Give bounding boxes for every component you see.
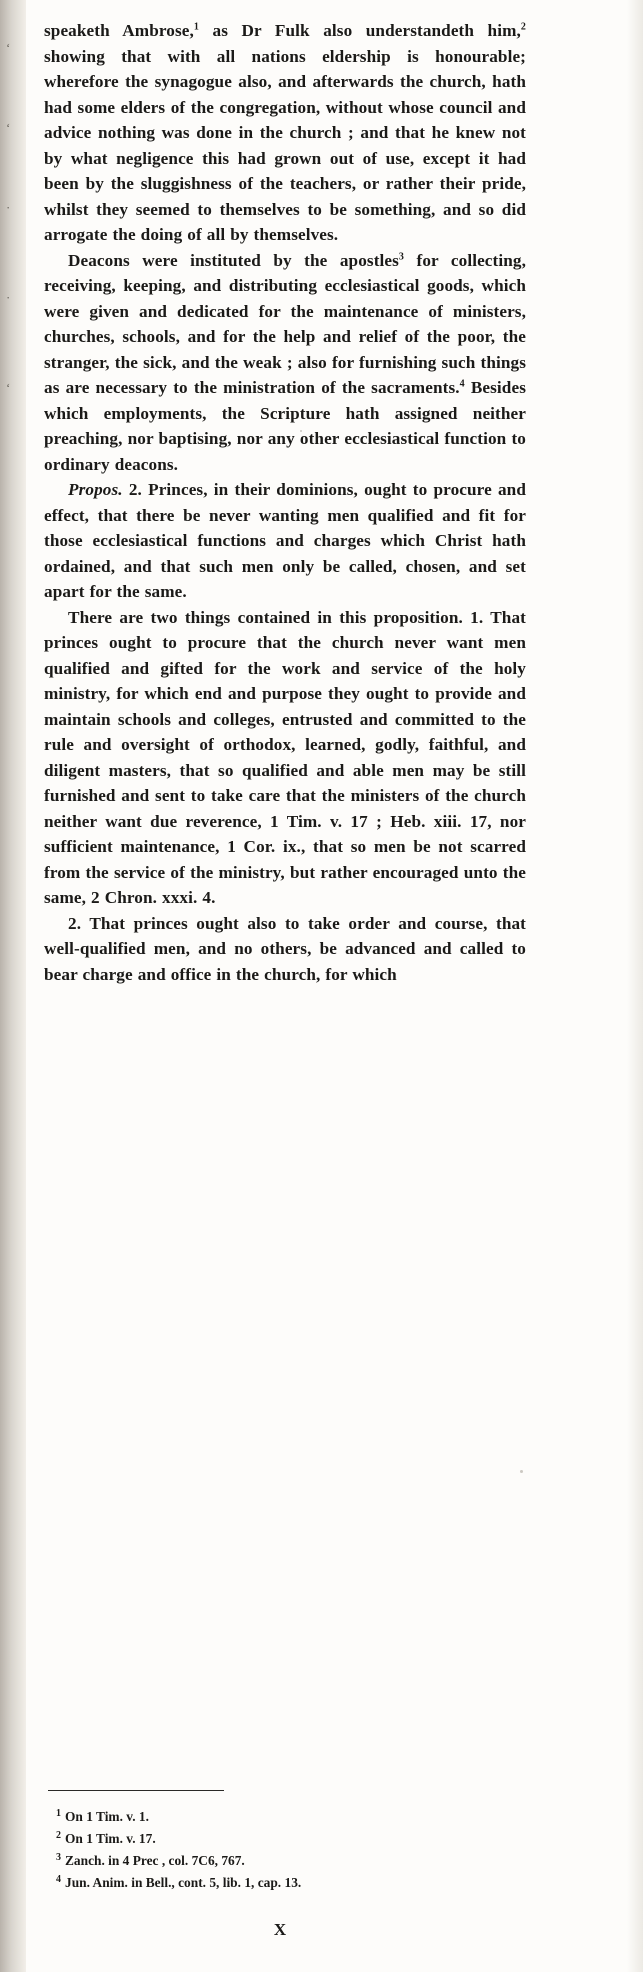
footnote-reference: 3 [398, 250, 405, 262]
body-paragraph [44, 911, 526, 988]
text-run: for collecting, receiving, keeping, and distributing ecclesiastical goods, which were given and dedicated for the maintenance of ministers, churches, schools, and for the help and relief of the poor, the stranger, the sick, and the weak ; also for furnishing such things as are necessary to the ministration of the sacraments. [44, 250, 526, 397]
body-paragraph [44, 248, 526, 478]
text-run: Besides which employments, the Scripture hath assigned neither preaching, nor baptising, nor any other ecclesiastical function to ordinary deacons. [44, 378, 526, 474]
footnotes-block [56, 1806, 526, 1894]
footnote-marker: 1 [56, 1807, 61, 1819]
footnote-text: Jun. Anim. in Bell., cont. 5, lib. 1, cap. 13. [65, 1875, 302, 1890]
text-run: Deacons were instituted by the apostles [68, 250, 399, 270]
text-run: 2. That princes ought also to take order and course, that well-qualified men, and no others, be advanced and called to bear charge and office in the church, for which [44, 913, 526, 984]
gutter-mark: · [6, 290, 11, 305]
footnote-reference: 4 [459, 378, 465, 390]
page-edge-shadow [627, 0, 643, 1972]
text-run: speaketh Ambrose, [44, 21, 194, 40]
text-run: 2. Princes, in their dominions, ought to procure and effect, that there be never wanting men qualified and fit for those ecclesiastical functions and charges which Christ hath ordained, and that such men only be called, chosen, and set apart for the same. [44, 480, 526, 601]
gutter-mark: ‘ [6, 40, 11, 55]
footnote-marker: 3 [56, 1851, 61, 1863]
scan-speck [520, 1470, 523, 1473]
body-paragraph [44, 477, 526, 605]
footnote-text: Zanch. in 4 Prec , col. 7C6, 767. [65, 1853, 245, 1868]
body-text-column [44, 18, 526, 987]
body-paragraph [44, 18, 526, 248]
gutter-marks [4, 0, 26, 1972]
footnote-item [56, 1872, 526, 1894]
gutter-mark: ‘ [6, 380, 11, 395]
text-run: showing that with all nations eldership is honourable; wherefore the synagogue also, and afterwards the church, hath had some elders of the congregation, without whose council and advice nothing was done in the church ; and that he knew not by what negligence this had grown out of use, except it had been by the sluggishness of the teachers, or rather their pride, whilst they seemed to themselves to be something, and so did arrogate the doing of all by themselves. [44, 46, 526, 244]
footnote-item [56, 1806, 526, 1828]
gutter-mark: · [6, 200, 11, 215]
footnote-marker: 2 [56, 1829, 61, 1841]
italic-run: Propos. [68, 480, 123, 499]
footnote-item [56, 1828, 526, 1850]
body-paragraph [44, 605, 526, 911]
text-run: as Dr Fulk also understandeth him, [199, 21, 521, 40]
text-run: There are two things contained in this proposition. 1. That princes ought to procure that the church never want men qualified and gifted for the work and service of the holy ministry, for which end and purpose they ought to provide and maintain schools and colleges, entrusted and committed to the rule and oversight of orthodox, learned, godly, faithful, and diligent masters, that so qualified and able men may be still furnished and sent to take care that the ministers of the church neither want due reverence, 1 Tim. v. 17 ; Heb. xiii. 17, nor sufficient maintenance, 1 Cor. ix., that so men be not scarred from the service of the ministry, but rather encouraged unto the same, 2 Chron. xxxi. 4. [44, 607, 526, 907]
footnote-reference: 1 [193, 21, 200, 33]
gutter-mark: ‘ [6, 120, 11, 135]
footnote-marker: 4 [56, 1873, 61, 1885]
footnote-reference: 2 [520, 21, 526, 33]
footnote-item [56, 1850, 526, 1872]
page-signature-mark: X [273, 1920, 287, 1939]
footnote-text: On 1 Tim. v. 17. [65, 1831, 156, 1846]
footnote-text: On 1 Tim. v. 1. [65, 1809, 149, 1824]
footnote-rule [48, 1790, 224, 1791]
